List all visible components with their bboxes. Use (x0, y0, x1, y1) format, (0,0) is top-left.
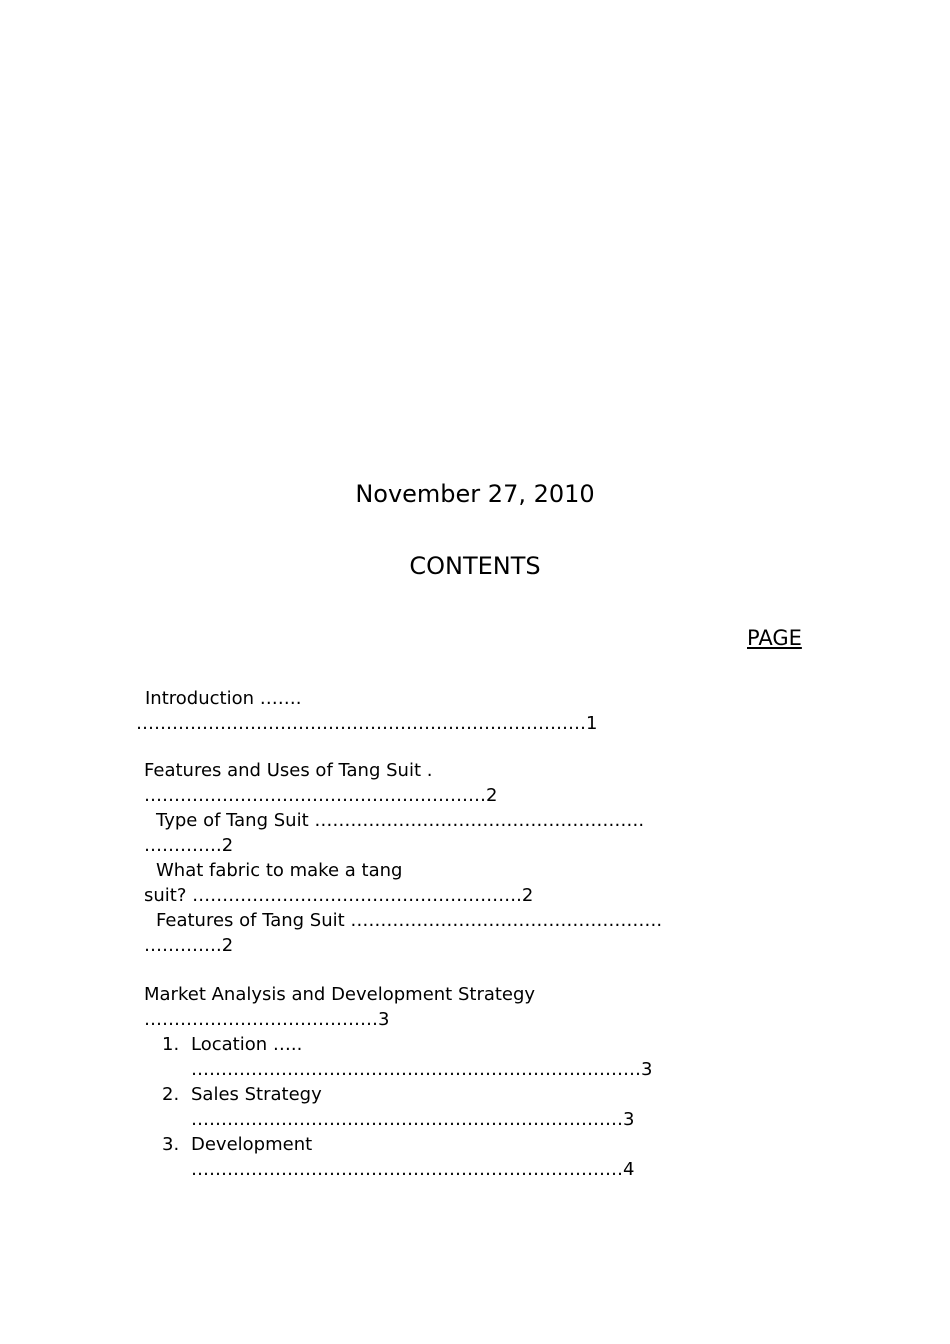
toc-item-development-leader: ………………………………………………………………4 (191, 1159, 635, 1180)
toc-item-number: 3. (162, 1134, 180, 1155)
toc-subentry-type-leader: ………….2 (144, 835, 234, 856)
page-column-label: PAGE (747, 626, 802, 650)
toc-item-location: Location ….. (191, 1034, 303, 1055)
toc-item-location-leader: …………………………………………………………………3 (191, 1059, 653, 1080)
toc-item-sales-strategy-leader: ………………………………………………………………3 (191, 1109, 635, 1130)
toc-subentry-type: Type of Tang Suit ………………………………………………. (156, 810, 645, 831)
toc-entry-features-uses: Features and Uses of Tang Suit . (144, 760, 433, 781)
toc-item-development: Development (191, 1134, 313, 1155)
toc-item-number: 1. (162, 1034, 180, 1055)
document-date: November 27, 2010 (355, 480, 595, 508)
toc-subentry-fabric: What fabric to make a tang (156, 860, 403, 881)
toc-subentry-fabric-leader: suit? ……………………………………………….2 (144, 885, 534, 906)
toc-entry-market: Market Analysis and Development Strategy (144, 984, 536, 1005)
toc-entry-introduction-leader: …………………………………………………………………1 (136, 713, 598, 734)
toc-entry-features-uses-leader: …………………………………………………2 (144, 785, 498, 806)
toc-item-sales-strategy: Sales Strategy (191, 1084, 322, 1105)
toc-subentry-features: Features of Tang Suit ……………………………………………. (156, 910, 663, 931)
toc-item-number: 2. (162, 1084, 180, 1105)
toc-entry-introduction: Introduction ……. (145, 688, 302, 709)
toc-subentry-features-leader: ………….2 (144, 935, 234, 956)
contents-heading: CONTENTS (409, 552, 541, 580)
toc-entry-market-leader: …………………………………3 (144, 1009, 390, 1030)
